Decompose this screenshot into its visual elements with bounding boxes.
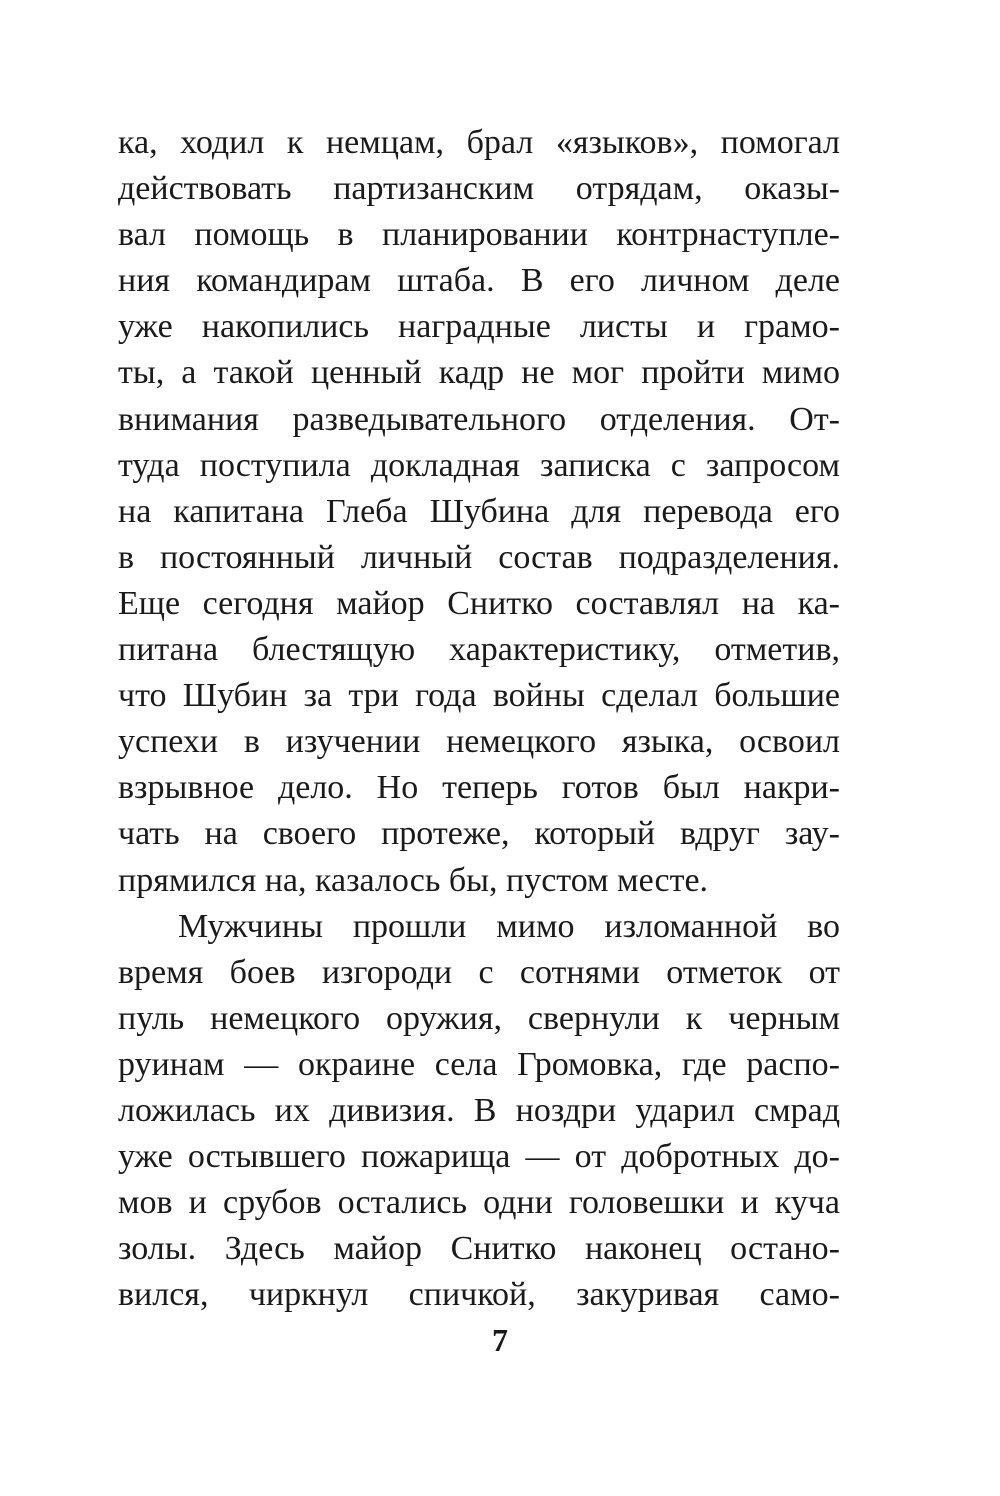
text-line: чать на своего протеже, который вдруг зау- — [118, 815, 840, 853]
page-number: 7 — [492, 1322, 508, 1358]
text-line: что Шубин за три года войны сделал большие — [118, 677, 840, 715]
text-line: питана блестящую характеристику, отметив, — [118, 631, 840, 669]
text-line: ния командирам штаба. В его личном деле — [118, 262, 840, 300]
text-line: золы. Здесь майор Снитко наконец остано- — [118, 1230, 840, 1268]
text-line: ложилась их дивизия. В ноздри ударил смрад — [118, 1091, 840, 1129]
body-text — [118, 120, 840, 1318]
text-line: ты, а такой ценный кадр не мог пройти мимо — [118, 354, 840, 392]
text-line: Еще сегодня майор Снитко составлял на ка- — [118, 584, 840, 622]
text-line: на капитана Глеба Шубина для перевода его — [118, 492, 840, 530]
text-line: мов и срубов остались одни головешки и куча — [118, 1184, 840, 1222]
text-line: внимания разведывательного отделения. От- — [118, 400, 840, 438]
text-line: действовать партизанским отрядам, оказы- — [118, 170, 840, 208]
text-line: прямился на, казалось бы, пустом месте. — [118, 861, 709, 899]
text-line: в постоянный личный состав подразделения. — [118, 538, 840, 576]
text-line-indented: Мужчины прошли мимо изломанной во — [178, 907, 840, 945]
text-line: вал помощь в планировании контрнаступле- — [118, 216, 840, 254]
text-line: вился, чиркнул спичкой, закуривая само- — [118, 1276, 840, 1314]
text-line: успехи в изучении немецкого языка, освоил — [118, 723, 840, 761]
text-line: ка, ходил к немцам, брал «языков», помогал — [118, 124, 840, 161]
text-line: взрывное дело. Но теперь готов был накри- — [118, 769, 840, 807]
text-line: уже остывшего пожарища — от добротных до- — [118, 1138, 840, 1176]
text-line: уже накопились наградные листы и грамо- — [118, 308, 840, 346]
text-line: туда поступила докладная записка с запросом — [118, 446, 840, 484]
text-line: пуль немецкого оружия, свернули к черным — [118, 999, 840, 1037]
text-line: руинам — окраине села Громовка, где распо- — [118, 1045, 840, 1083]
text-line: время боев изгороди с сотнями отметок от — [118, 953, 840, 991]
